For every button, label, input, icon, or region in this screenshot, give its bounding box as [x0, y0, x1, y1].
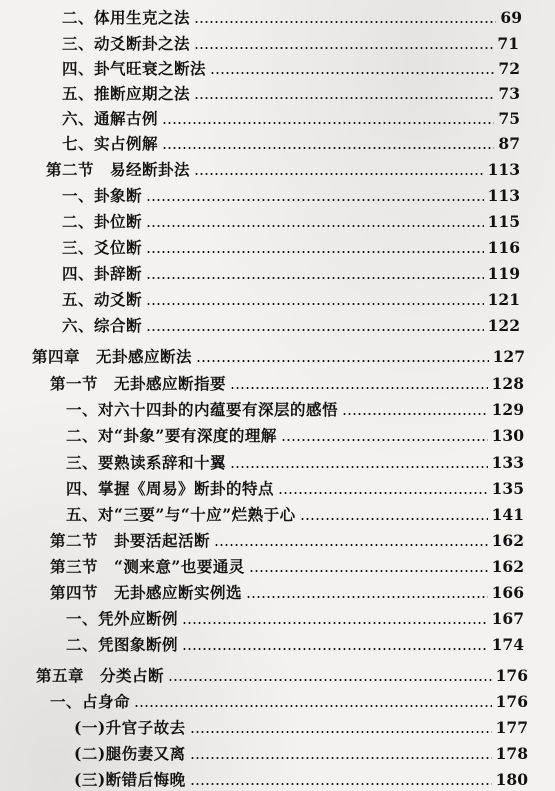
toc-entry: [62, 234, 520, 258]
toc-entry: [50, 370, 524, 394]
toc-entry-label: 三、爻位断: [62, 238, 143, 257]
toc-page-number: 135: [491, 479, 524, 498]
toc-entry-label: 四、掌握《周易》断卦的特点: [66, 479, 275, 498]
toc-entry: [50, 527, 524, 551]
toc-entry-label: 第一节 无卦感应断指要: [50, 374, 227, 393]
toc-entry-label: 第二节 卦要活起活断: [50, 531, 211, 550]
toc-entry: [74, 740, 528, 764]
toc-entry: [62, 105, 520, 129]
toc-page-number: 72: [498, 59, 520, 78]
toc-leader-dots: [146, 199, 484, 201]
toc-page-number: 162: [491, 531, 524, 550]
toc-leader-dots: [230, 387, 488, 389]
toc-page-number: 119: [487, 264, 520, 283]
toc-entry-label: 六、综合断: [62, 316, 143, 335]
toc-entry-label: 七、实占例解: [62, 134, 159, 153]
toc-entry: [66, 605, 524, 629]
toc-page-number: 122: [487, 316, 520, 335]
toc-leader-dots: [300, 518, 488, 520]
toc-entry: [66, 449, 524, 473]
toc-page-number: 177: [495, 718, 528, 737]
toc-page-number: 113: [487, 160, 520, 179]
toc-page-number: 174: [491, 635, 524, 654]
toc-entry: [50, 579, 524, 603]
toc-entry: [74, 766, 528, 790]
toc-entry-label: 一、卦象断: [62, 186, 143, 205]
toc-entry: [62, 312, 520, 336]
toc-entry-label: 一、凭外应断例: [66, 609, 179, 628]
toc-entry-label: 二、凭图象断例: [66, 635, 179, 654]
toc-leader-dots: [190, 783, 492, 785]
toc-page-number: 73: [498, 84, 520, 103]
toc-page-number: 180: [495, 770, 528, 789]
toc-leader-dots: [281, 439, 488, 441]
toc-entry-label: 第五章 分类占断: [36, 666, 165, 685]
toc-entry: [66, 631, 524, 655]
toc-leader-dots: [190, 731, 492, 733]
toc-page-number: 178: [495, 744, 528, 763]
toc-entry-label: 第三节 “测来意”也要通灵: [50, 557, 245, 576]
toc-leader-dots: [194, 21, 496, 23]
toc-page-number: 69: [500, 8, 522, 27]
toc-entry: [62, 286, 520, 310]
toc-page-number: 115: [487, 212, 520, 231]
toc-entry: [66, 475, 524, 499]
toc-leader-dots: [230, 466, 488, 468]
toc-leader-dots: [194, 97, 494, 99]
toc-entry-label: 一、对六十四卦的内蕴要有深层的感悟: [66, 400, 339, 419]
toc-page-number: 87: [498, 134, 520, 153]
toc-leader-dots: [146, 251, 484, 253]
toc-leader-dots: [194, 173, 484, 175]
toc-entry-label: (一)升官子故去: [74, 718, 186, 737]
toc-entry-label: 二、体用生克之法: [62, 8, 191, 27]
toc-entry: [62, 208, 520, 232]
toc-leader-dots: [146, 277, 484, 279]
toc-entry: [66, 422, 524, 446]
toc-page-number: 113: [487, 186, 520, 205]
toc-entry: [66, 501, 524, 525]
toc-leader-dots: [162, 147, 494, 149]
toc-page-number: 176: [495, 692, 528, 711]
toc-entry-label: 四、卦辞断: [62, 264, 143, 283]
toc-entry-label: (三)断错后悔晚: [74, 770, 186, 789]
toc-entry: [50, 553, 524, 577]
toc-leader-dots: [342, 413, 488, 415]
toc-page-number: 121: [487, 290, 520, 309]
toc-leader-dots: [182, 648, 488, 650]
toc-leader-dots: [146, 303, 484, 305]
toc-leader-dots: [146, 225, 484, 227]
toc-entry-label: 三、要熟读系辞和十翼: [66, 453, 227, 472]
toc-leader-dots: [134, 705, 492, 707]
toc-entry: [62, 55, 520, 79]
toc-leader-dots: [278, 492, 488, 494]
toc-leader-dots: [182, 622, 488, 624]
toc-entry: [36, 662, 528, 686]
toc-leader-dots: [210, 72, 494, 74]
toc-page-number: 162: [491, 557, 524, 576]
toc-entry: [32, 343, 525, 367]
toc-page-number: 130: [491, 426, 524, 445]
toc-entry-label: 五、推断应期之法: [62, 84, 191, 103]
toc-page-number: 133: [491, 453, 524, 472]
toc-entry: [74, 714, 528, 738]
toc-page-number: 127: [492, 347, 525, 366]
toc-leader-dots: [214, 544, 488, 546]
toc-entry-label: 二、对“卦象”要有深度的理解: [66, 426, 277, 445]
toc-leader-dots: [194, 47, 493, 49]
toc-leader-dots: [249, 570, 488, 572]
toc-entry: [62, 4, 522, 28]
toc-page-number: 141: [491, 505, 524, 524]
toc-entry-label: 第四节 无卦感应断实例选: [50, 583, 243, 602]
toc-entry: [62, 130, 520, 154]
toc-leader-dots: [146, 329, 484, 331]
toc-entry-label: 四、卦气旺衰之断法: [62, 59, 207, 78]
toc-leader-dots: [162, 122, 494, 124]
toc-entry: [62, 260, 520, 284]
toc-page-number: 167: [491, 609, 524, 628]
toc-entry-label: 六、通解古例: [62, 109, 159, 128]
toc-entry-label: (二)腿伤妻又离: [74, 744, 186, 763]
toc-leader-dots: [246, 596, 488, 598]
toc-page-number: 128: [491, 374, 524, 393]
toc-entry: [62, 182, 520, 206]
toc-leader-dots: [168, 679, 492, 681]
toc-leader-dots: [196, 360, 489, 362]
toc-entry: [62, 80, 520, 104]
toc-leader-dots: [190, 757, 492, 759]
toc-page-number: 166: [491, 583, 524, 602]
toc-page-number: 129: [491, 400, 524, 419]
toc-entry-label: 五、动爻断: [62, 290, 143, 309]
toc-entry-label: 三、动爻断卦之法: [62, 34, 191, 53]
toc-page-number: 176: [495, 666, 528, 685]
toc-entry: [66, 396, 524, 420]
toc-entry-label: 一、占身命: [50, 692, 131, 711]
toc-page-number: 116: [487, 238, 520, 257]
toc-entry: [50, 688, 528, 712]
toc-entry-label: 第四章 无卦感应断法: [32, 347, 193, 366]
toc-entry-label: 二、卦位断: [62, 212, 143, 231]
toc-page-number: 71: [497, 34, 519, 53]
toc-page-number: 75: [498, 109, 520, 128]
toc-entry: [46, 156, 520, 180]
toc-entry: [62, 30, 519, 54]
toc-entry-label: 第二节 易经断卦法: [46, 160, 191, 179]
toc-entry-label: 五、对“三要”与“十应”烂熟于心: [66, 505, 296, 524]
